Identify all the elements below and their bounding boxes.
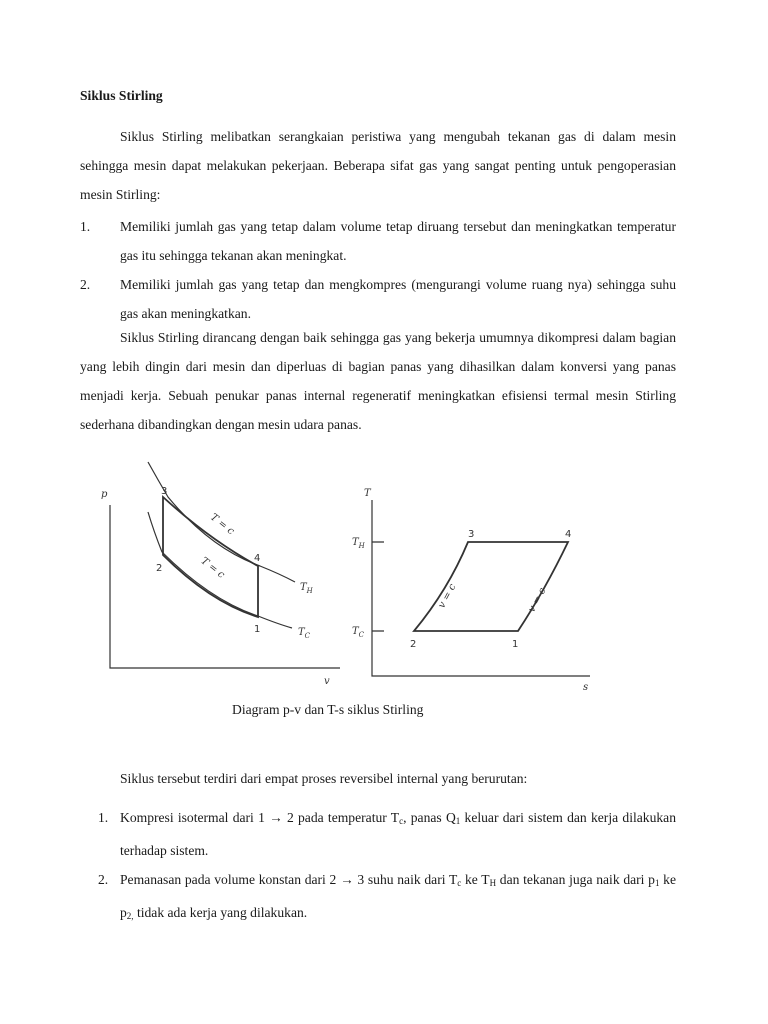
list-item — [80, 865, 676, 931]
pv-th-label: $T_H$ — [300, 582, 313, 595]
pv-label-top: T = c — [207, 511, 237, 538]
pv-ylabel: p — [101, 489, 108, 500]
paragraph-intro: Siklus Stirling melibatkan serangkaian peristiwa yang mengubah tekanan gas di dalam mesin sehingga mesin dapat melakukan pekerjaan. Beberapa sifat gas yang sangat penting untuk pengoperasian mesin Stirling: — [80, 129, 676, 202]
ts-ylabel: T — [364, 488, 371, 499]
list-text: Kompresi isotermal dari 1 → 2 pada temperatur $T_c$, panas $Q_1$ keluar dari sistem dan kerja dilakukan terhadap sistem. — [120, 810, 676, 858]
list-text: Memiliki jumlah gas yang tetap dan mengkompres (mengurangi volume ruang nya) sehingga suhu gas akan meningkatkan. — [120, 277, 676, 321]
arrow-icon: → — [340, 872, 354, 887]
list-number: 2. — [98, 872, 109, 887]
pv-point-2: 2 — [156, 563, 163, 574]
list-text: Pemanasan pada volume konstan dari 2 → 3 suhu naik dari $T_c$ ke $T_H$ dan tekanan juga naik dari $p_1$ ke $p_{2,}$ tidak ada kerja yang dilakukan. — [120, 872, 677, 921]
ts-point-1: 1 — [512, 639, 519, 650]
list-text: Memiliki jumlah gas yang tetap dalam volume tetap diruang tersebut dan meningkatkan temperatur gas itu sehingga tekanan akan meningkat. — [120, 219, 676, 263]
list-item — [80, 803, 676, 865]
ts-label-left: v = c — [436, 582, 459, 611]
ts-cycle — [414, 542, 568, 631]
list-number: 2. — [80, 277, 91, 292]
pv-label-bottom: T = c — [198, 555, 227, 581]
ts-point-2: 2 — [410, 639, 417, 650]
list-number: 1. — [80, 219, 91, 234]
ts-axes — [372, 500, 590, 676]
ts-ticks — [372, 542, 384, 631]
pv-cycle — [163, 497, 261, 617]
arrow-icon: → — [269, 810, 283, 825]
ts-point-3: 3 — [468, 529, 475, 540]
ts-tc-label: $T_C$ — [352, 626, 365, 639]
pv-point-3: 3 — [161, 486, 168, 497]
pv-xlabel: v — [324, 676, 330, 687]
pv-tc-label: $T_C$ — [298, 627, 311, 640]
pv-point-4: 4 — [254, 553, 261, 564]
process-list — [80, 803, 676, 931]
diagram-caption: Diagram p-v dan T-s siklus Stirling — [232, 702, 424, 717]
ts-xlabel: s — [583, 682, 589, 693]
ts-point-4: 4 — [565, 529, 572, 540]
section-title: Siklus Stirling — [80, 88, 163, 103]
pv-point-1: 1 — [254, 624, 261, 635]
paragraph-processes: Siklus tersebut terdiri dari empat proses reversibel internal yang berurutan: — [120, 771, 528, 786]
list-number: 1. — [98, 810, 109, 825]
ts-th-label: $T_H$ — [352, 537, 365, 550]
ts-label-right: v = c — [526, 586, 549, 615]
paragraph-design: Siklus Stirling dirancang dengan baik sehingga gas yang bekerja umumnya dikompresi dalam bagian yang lebih dingin dari mesin dan diperluas di bagian panas yang dihasilkan dalam konversi yang panas menjadi kerja. Sebuah penukar panas internal regeneratif meningkatkan efisiensi termal mesin Stirling sederhana dibandingkan dengan mesin udara panas. — [80, 330, 676, 432]
